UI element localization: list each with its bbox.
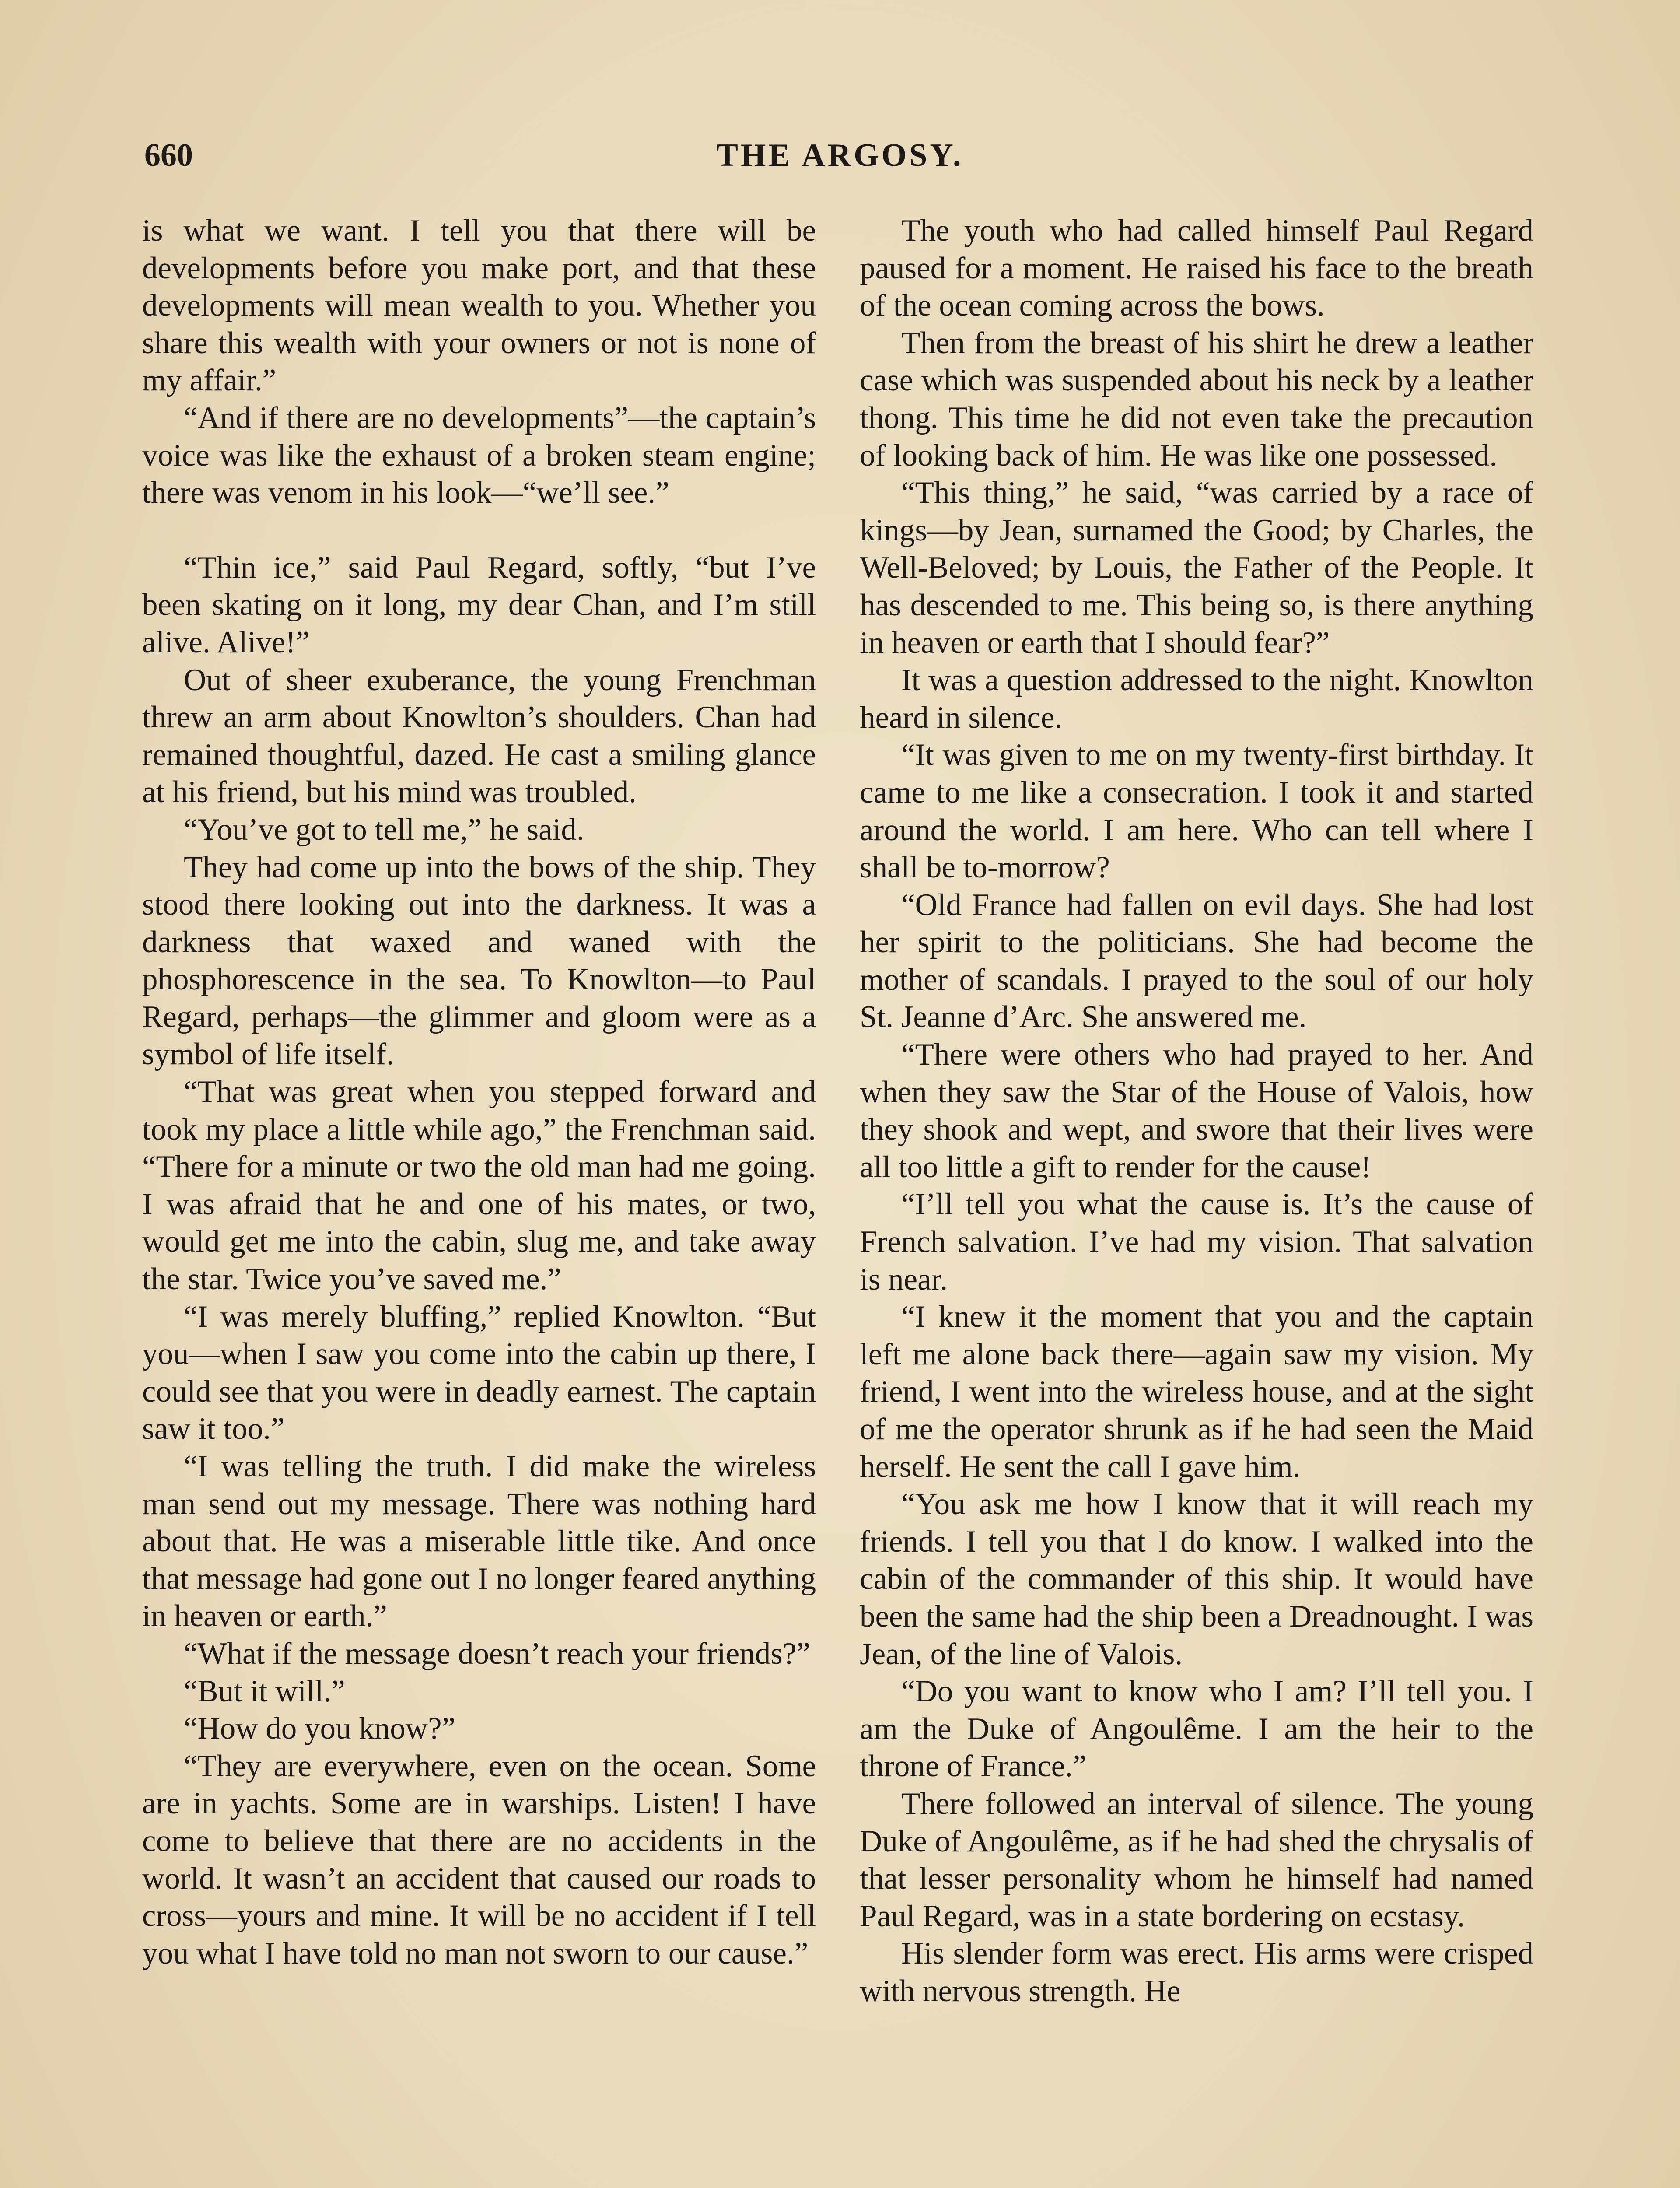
paragraph: “Do you want to know who I am? I’ll tell you. I am the Duke of Angoulême. I am the heir to the throne of France.” [860, 1674, 1533, 1784]
paragraph: “I’ll tell you what the cause is. It’s the cause of French salvation. I’ve had my vision. That salvation is near. [860, 1187, 1533, 1297]
paragraph: “There were others who had prayed to her. And when they saw the Star of the House of Valois, how they shook and wept, and swore that their lives were all too little a gift to render for the cause! [860, 1038, 1533, 1184]
paragraph: They had come up into the bows of the ship. They stood there looking out into the darkness. It was a darkness that waxed and waned with the phosphorescence in the sea. To Knowlton—to Paul Regard, perhaps—the glimmer and gloom were as a symbol of life itself. [142, 850, 816, 1072]
paragraph: “I was merely bluffing,” replied Knowlton. “But you—when I saw you come into the cabin up there, I could see that you were in deadly earnest. The captain saw it too.” [142, 1299, 816, 1446]
paragraph: Out of sheer exuberance, the young Frenchman threw an arm about Knowlton’s shoulders. Chan had remained thoughtful, dazed. He cast a smiling glance at his friend, but his mind was troubled. [142, 663, 816, 810]
paragraph: “I knew it the moment that you and the captain left me alone back there—again saw my vision. My friend, I went into the wireless house, and at the sight of me the operator shrunk as if he had seen the Maid herself. He sent the call I gave him. [860, 1300, 1533, 1484]
paragraph: Then from the breast of his shirt he drew a leather case which was suspended about his neck by a leather thong. This time he did not even take the precaution of looking back of him. He was like one possessed. [860, 326, 1533, 473]
page-number: 660 [144, 137, 193, 173]
paragraph: “How do you know?” [184, 1711, 456, 1746]
page-header [144, 131, 1536, 179]
paragraph: “You ask me how I know that it will reach my friends. I tell you that I do know. I walked into the cabin of the commander of this ship. It would have been the same had the ship been a Dreadnought. I was Jean, of the line of Valois. [860, 1487, 1533, 1671]
paragraph: There followed an interval of silence. The young Duke of Angoulême, as if he had shed the chrysalis of that lesser personality whom he himself had named Paul Regard, was in a state bordering on ecstasy. [860, 1786, 1533, 1933]
paragraph: “You’ve got to tell me,” he said. [184, 812, 584, 847]
paragraph: “But it will.” [184, 1674, 345, 1708]
left-column [142, 212, 816, 2188]
paragraph: “What if the message doesn’t reach your friends?” [184, 1636, 810, 1671]
paragraph: His slender form was erect. His arms were crisped with nervous strength. He [860, 1936, 1533, 2008]
paragraph: is what we want. I tell you that there will be developments before you make port, and that these developments will mean wealth to you. Whether you share this wealth with your owners or not is none of my affair.” [142, 214, 816, 398]
paragraph: “And if there are no developments”—the captain’s voice was like the exhaust of a broken steam engine; there was venom in his look—“we’ll see.” [142, 400, 816, 510]
paragraph: It was a question addressed to the night. Knowlton heard in silence. [860, 663, 1533, 735]
paragraph: “It was given to me on my twenty-first birthday. It came to me like a consecration. I took it and started around the world. I am here. Who can tell where I shall be to-morrow? [860, 738, 1533, 885]
paragraph: “That was great when you stepped forward and took my place a little while ago,” the Frenchman said. “There for a minute or two the old man had me going. I was afraid that he and one of his mates, or two, would get me into the cabin, slug me, and take away the star. Twice you’ve saved me.” [142, 1075, 816, 1297]
running-title: THE ARGOSY. [716, 137, 964, 173]
paragraph: “This thing,” he said, “was carried by a race of kings—by Jean, surnamed the Good; by Charles, the Well-Beloved; by Louis, the Father of the People. It has descended to me. This being so, is there anything in heaven or earth that I should fear?” [860, 476, 1533, 660]
paragraph: “Old France had fallen on evil days. She had lost her spirit to the politicians. She had become the mother of scandals. I prayed to the soul of our holy St. Jeanne d’Arc. She answered me. [860, 887, 1533, 1034]
right-column [860, 212, 1533, 2188]
paragraph: “Thin ice,” said Paul Regard, softly, “but I’ve been skating on it long, my dear Chan, and I’m still alive. Alive!” [142, 550, 816, 659]
paragraph: The youth who had called himself Paul Regard paused for a moment. He raised his face to the breath of the ocean coming across the bows. [860, 214, 1533, 323]
paragraph: “I was telling the truth. I did make the wireless man send out my message. There was nothing hard about that. He was a miserable little tike. And once that message had gone out I no longer feared anything in heaven or earth.” [142, 1449, 816, 1634]
paragraph: “They are everywhere, even on the ocean. Some are in yachts. Some are in warships. Listen! I have come to believe that there are no accidents in the world. It wasn’t an accident that caused our roads to cross—yours and mine. It will be no accident if I tell you what I have told no man not sworn to our cause.” [142, 1749, 816, 1971]
